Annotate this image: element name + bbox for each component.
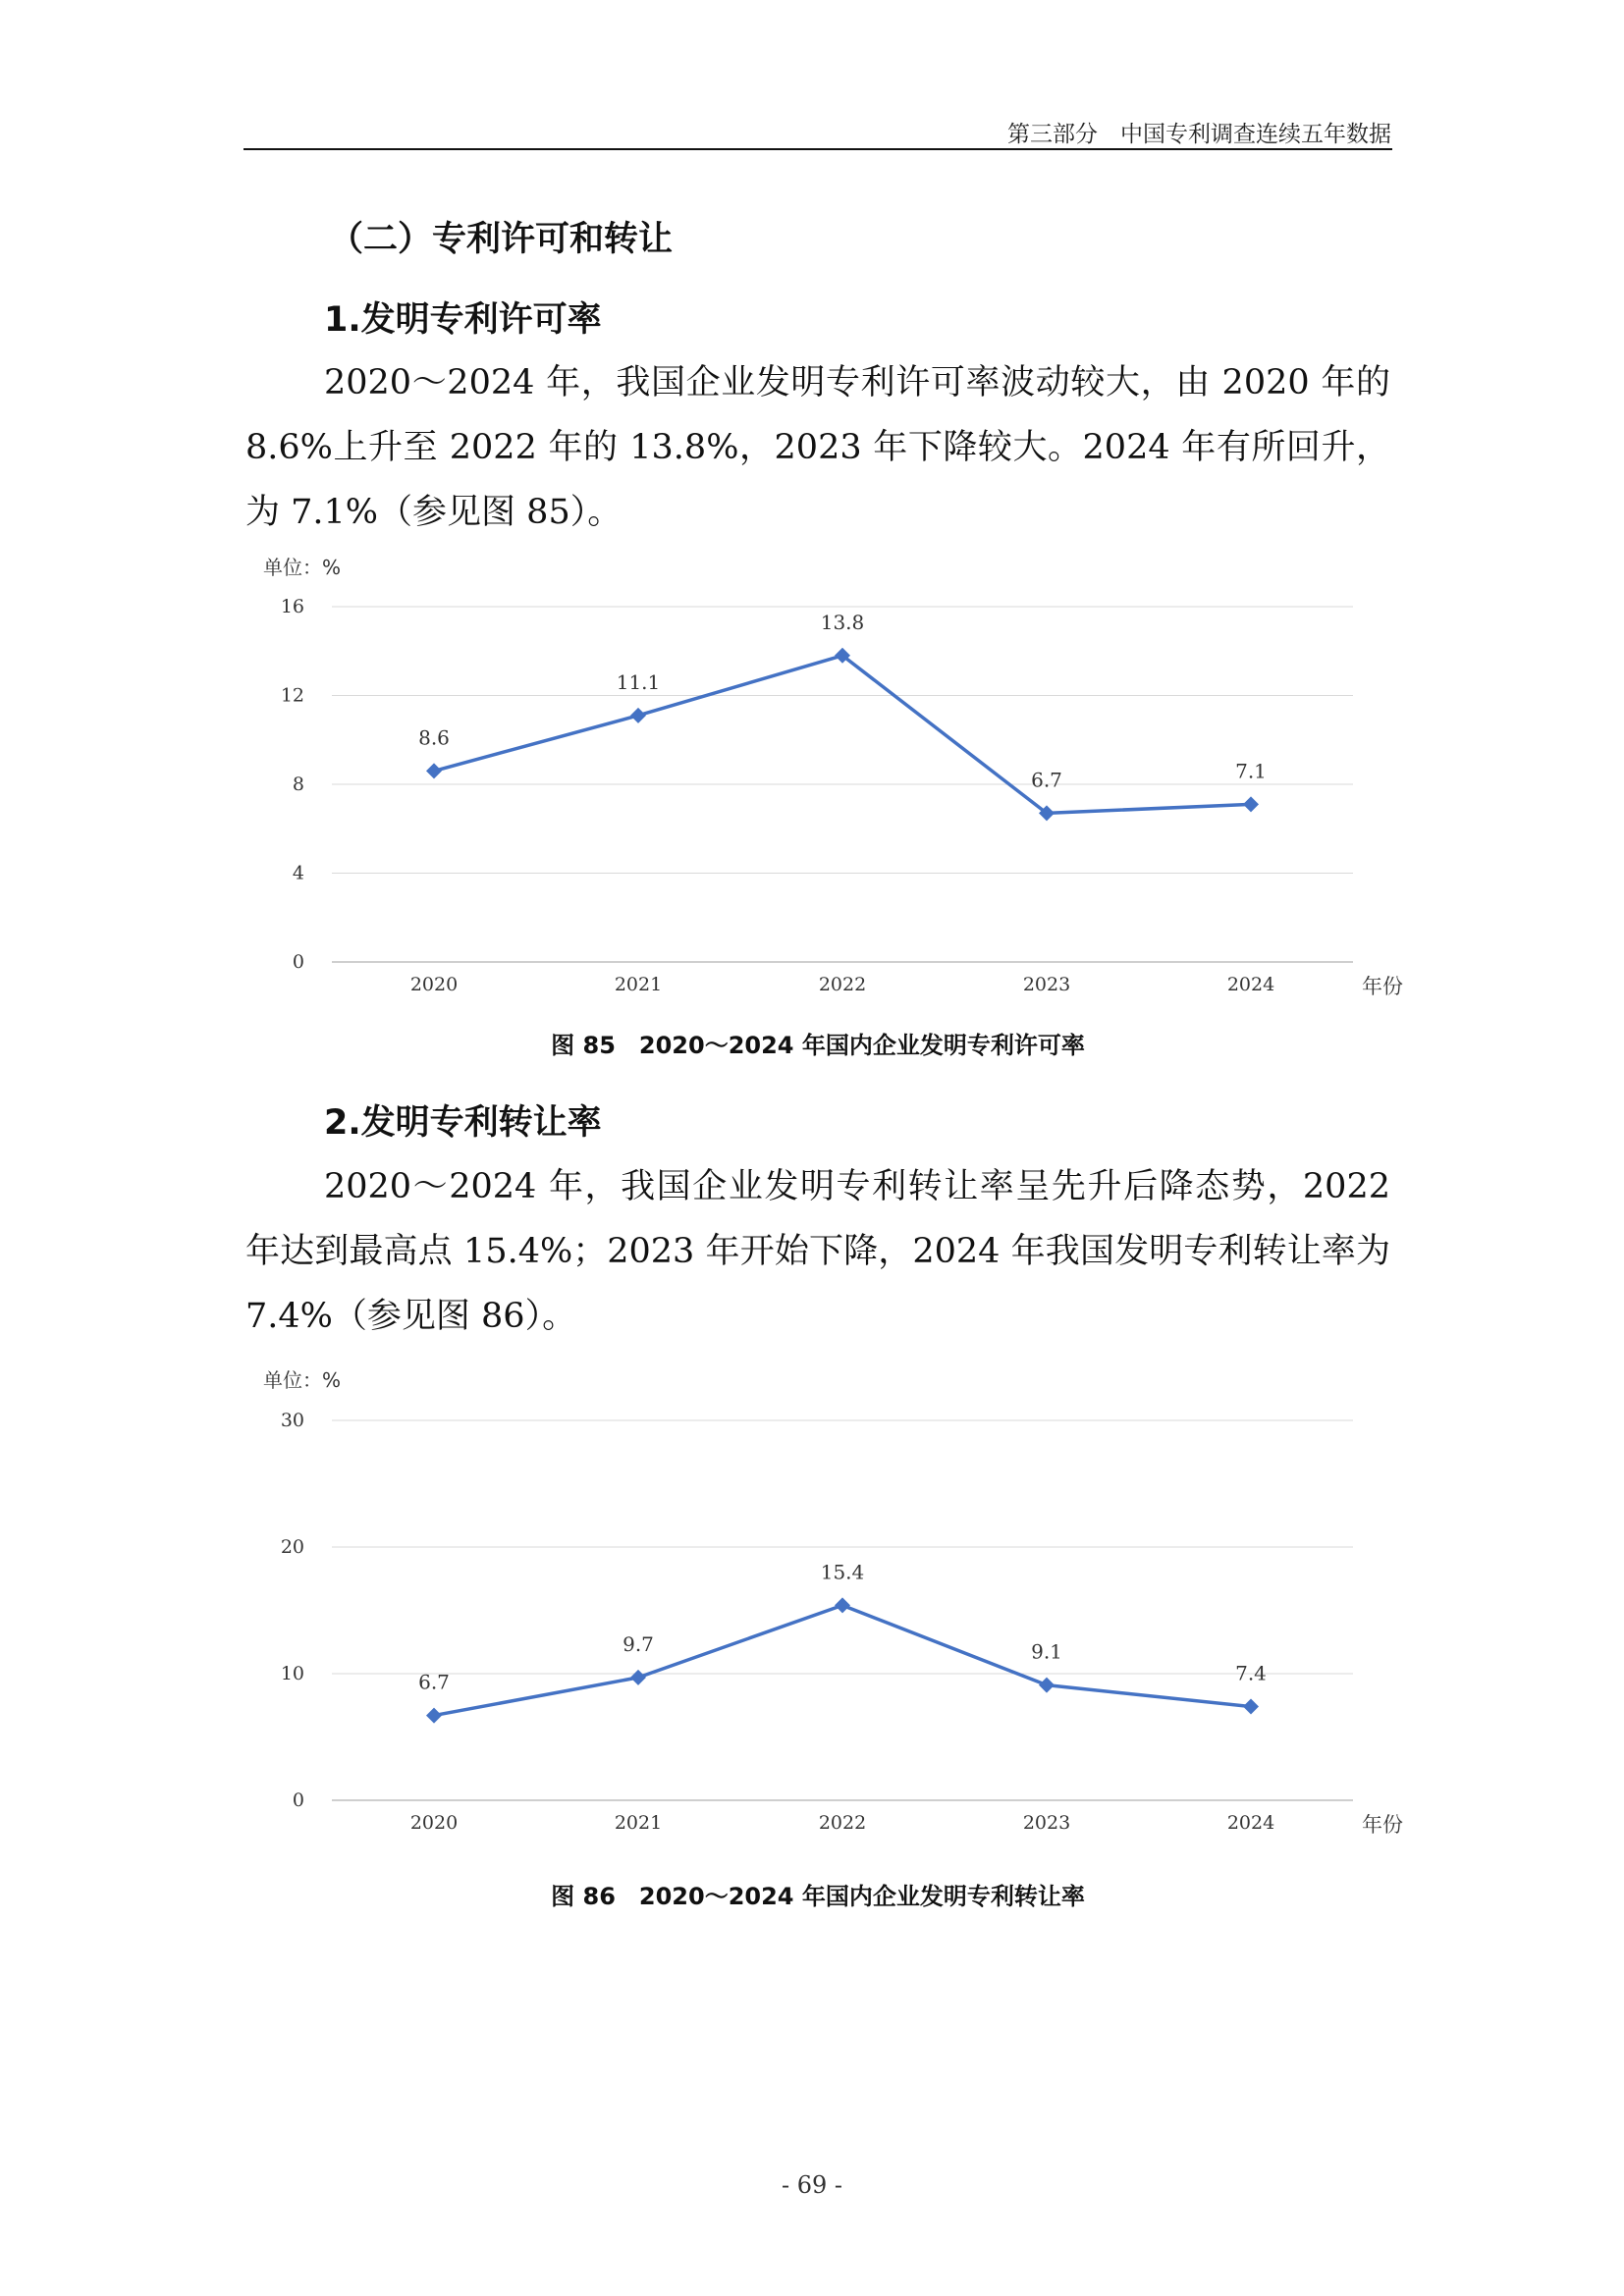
x-tick-label: 2023 [1022, 1812, 1071, 1834]
chart-85-caption: 图 85 2020～2024 年国内企业发明专利许可率 [551, 1032, 1085, 1059]
x-tick-label: 2020 [409, 1812, 459, 1834]
data-point [426, 1708, 442, 1724]
y-tick-label: 0 [292, 951, 304, 973]
y-tick-label: 12 [280, 684, 304, 707]
chart-86-caption: 图 86 2020～2024 年国内企业发明专利转让率 [551, 1883, 1085, 1910]
section-title: （二）专利许可和转让 [329, 220, 674, 259]
data-label: 7.1 [1235, 759, 1267, 783]
y-tick-label: 30 [280, 1410, 304, 1431]
x-tick-label: 2022 [818, 1812, 867, 1834]
data-label: 8.6 [418, 725, 450, 750]
chart-85-unit-label: 单位：% [263, 556, 342, 579]
data-point [1243, 1699, 1259, 1715]
data-point [835, 1597, 850, 1613]
x-tick-label: 2022 [818, 974, 867, 995]
x-tick-label: 2023 [1022, 974, 1071, 995]
running-header: 第三部分 中国专利调查连续五年数据 [1007, 122, 1391, 147]
data-label: 9.7 [623, 1631, 654, 1656]
data-label: 7.4 [1235, 1661, 1267, 1685]
data-point [1039, 1678, 1055, 1693]
y-tick-label: 0 [292, 1789, 304, 1811]
data-label: 15.4 [820, 1560, 865, 1584]
data-label: 13.8 [820, 610, 865, 634]
x-tick-label: 2021 [614, 974, 663, 995]
x-tick-label: 2024 [1226, 974, 1275, 995]
x-tick-label: 2020 [409, 974, 459, 995]
x-tick-label: 2024 [1226, 1812, 1275, 1834]
y-tick-label: 10 [280, 1663, 304, 1684]
y-tick-label: 8 [292, 774, 304, 795]
data-label: 6.7 [418, 1670, 450, 1694]
page-number: - 69 - [781, 2171, 842, 2199]
heading-license-rate: 1.发明专利许可率 [324, 300, 602, 340]
y-tick-label: 16 [280, 596, 304, 617]
data-label: 9.1 [1031, 1639, 1062, 1664]
paragraph-license-rate: 2020～2024 年，我国企业发明专利许可率波动较大，由 2020 年的 8.6%上升至 2022 年的 13.8%，2023 年下降较大。2024 年有所回升，为 7.1%（参见图 85）。 [245, 363, 1390, 532]
y-tick-label: 4 [292, 862, 304, 884]
data-label: 6.7 [1031, 768, 1062, 792]
y-tick-label: 20 [280, 1536, 304, 1558]
series-line [434, 1605, 1251, 1715]
data-label: 11.1 [616, 669, 661, 694]
chart-86-unit-label: 单位：% [263, 1368, 342, 1392]
paragraph-transfer-rate: 2020～2024 年，我国企业发明专利转让率呈先升后降态势，2022 年达到最高点 15.4%；2023 年开始下降，2024 年我国发明专利转让率为 7.4%（参见图 86）。 [245, 1167, 1390, 1336]
data-point [630, 1670, 646, 1685]
x-tick-label: 2021 [614, 1812, 663, 1834]
x-axis-label: 年份 [1362, 975, 1403, 998]
heading-transfer-rate: 2.发明专利转让率 [324, 1103, 602, 1143]
x-axis-label: 年份 [1362, 1813, 1403, 1837]
